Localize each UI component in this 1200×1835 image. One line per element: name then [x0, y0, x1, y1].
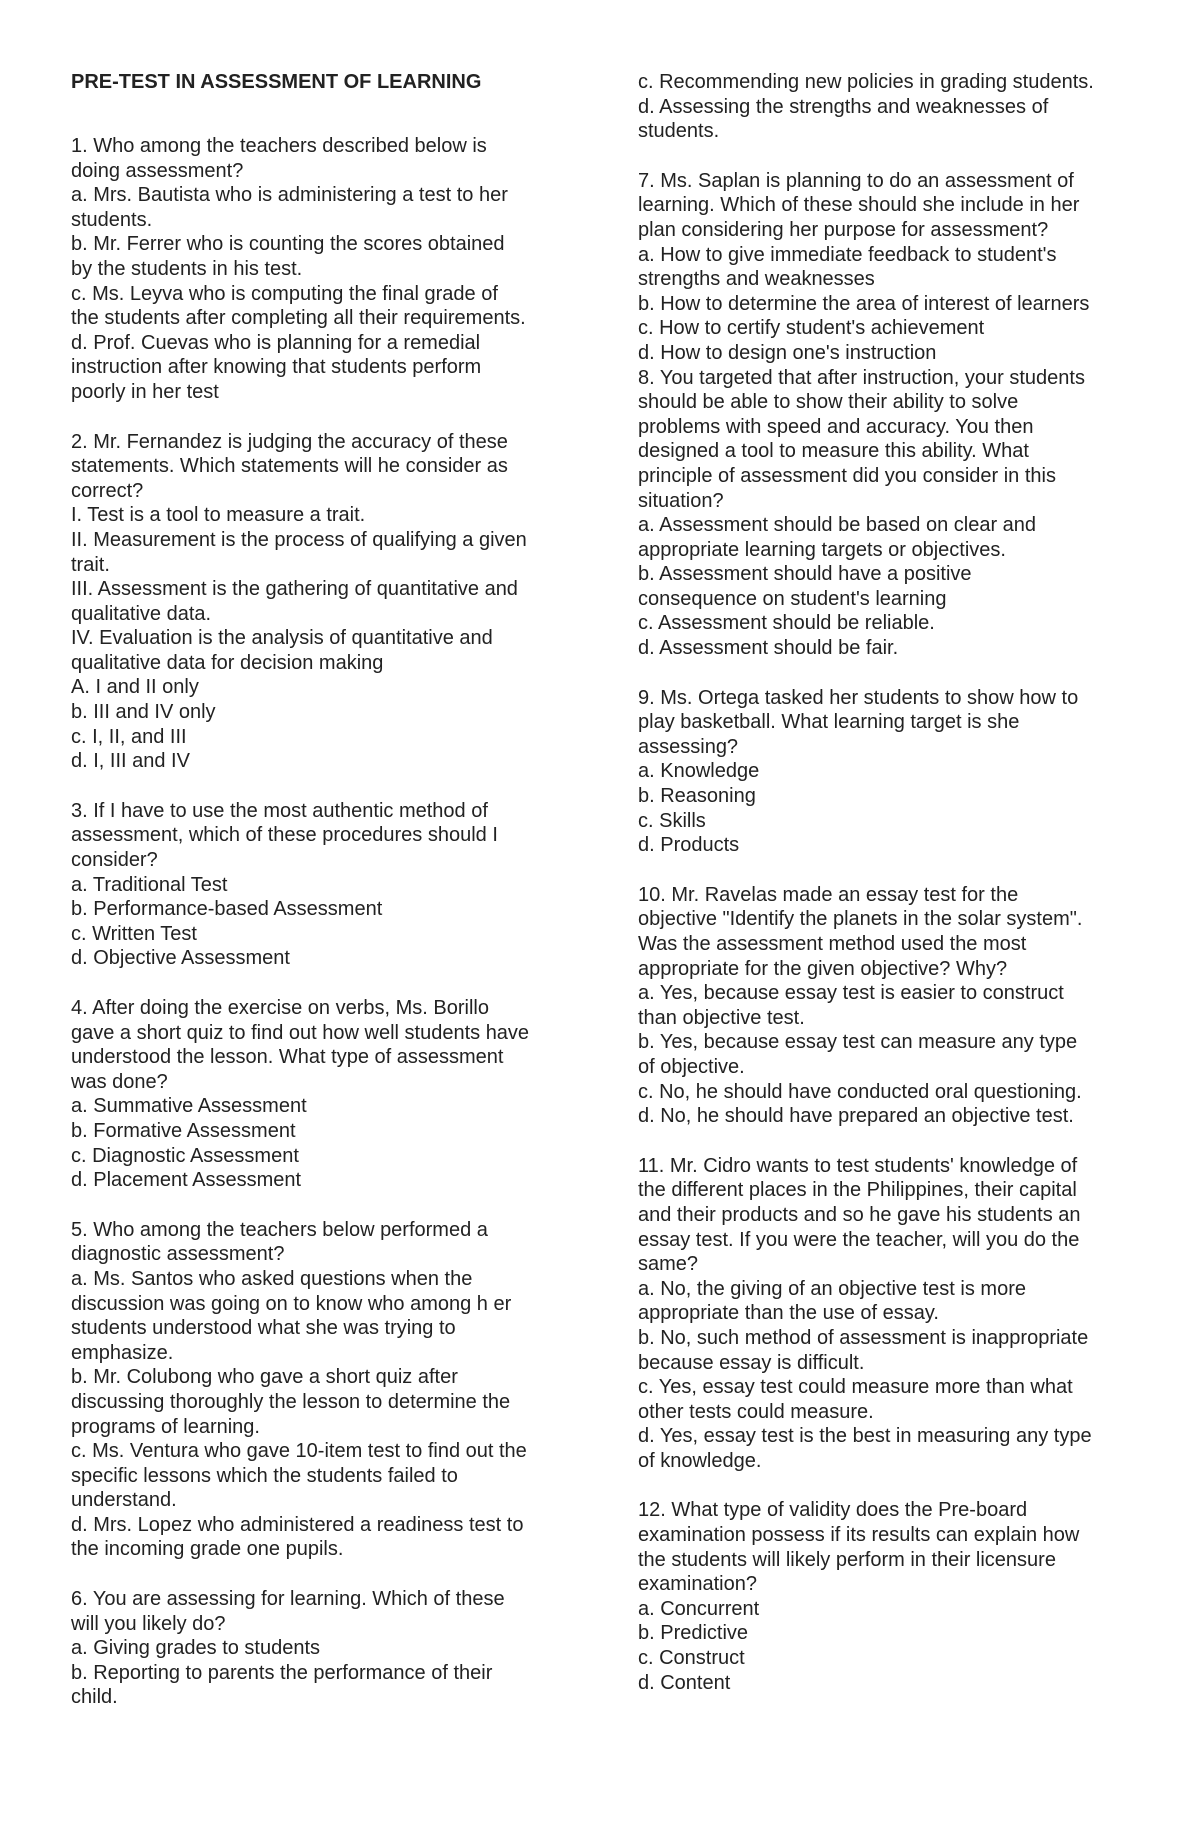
- answer-option: [638, 833, 1148, 858]
- answer-option-line: programs of learning.: [71, 1415, 260, 1438]
- question-item: [71, 1587, 581, 1710]
- question-stem: [71, 134, 581, 183]
- answer-option-line: b. III and IV only: [71, 701, 216, 724]
- answer-option: [638, 243, 1148, 292]
- answer-option: [638, 95, 1148, 144]
- answer-option: [71, 1144, 581, 1169]
- answer-option-line: appropriate learning targets or objectives.: [638, 538, 1006, 561]
- right-question-list: [638, 169, 1148, 1695]
- answer-option-line: d. Products: [638, 834, 740, 857]
- answer-option: [71, 1439, 581, 1513]
- answer-option: [638, 1621, 1148, 1646]
- answer-option-line: c. Ms. Leyva who is computing the final grade of: [71, 282, 498, 305]
- answer-option: [638, 1424, 1148, 1473]
- answer-option-line: the incoming grade one pupils.: [71, 1538, 344, 1561]
- answer-option-line: of objective.: [638, 1055, 745, 1078]
- answer-option-line: b. No, such method of assessment is inappropriate: [638, 1326, 1089, 1349]
- question-stem-line: diagnostic assessment?: [71, 1243, 285, 1266]
- question-stem-line: statements. Which statements will he consider as: [71, 455, 508, 478]
- question-stem-line: 3. If I have to use the most authentic method of: [71, 799, 488, 822]
- question-item: [71, 430, 581, 774]
- answer-option-line: understand.: [71, 1489, 177, 1512]
- answer-option-line: c. Yes, essay test could measure more than what: [638, 1376, 1073, 1399]
- answer-option-line: of knowledge.: [638, 1449, 762, 1472]
- question-stem-line: problems with speed and accuracy. You then: [638, 415, 1034, 438]
- answer-option-line: b. How to determine the area of interest of learners: [638, 292, 1090, 315]
- question-item: [638, 366, 1148, 661]
- answer-option-line: appropriate than the use of essay.: [638, 1302, 939, 1325]
- question-stem-line: III. Assessment is the gathering of quantitative and: [71, 578, 518, 601]
- answer-option-line: c. Diagnostic Assessment: [71, 1144, 299, 1167]
- question-stem-line: 8. You targeted that after instruction, your students: [638, 366, 1085, 389]
- question-stem-line: the students will likely perform in their licensure: [638, 1548, 1056, 1571]
- answer-option: [638, 1030, 1148, 1079]
- answer-option-line: b. Reporting to parents the performance of their: [71, 1661, 493, 1684]
- question-stem-line: I. Test is a tool to measure a trait.: [71, 504, 366, 527]
- question-stem: [638, 1154, 1148, 1277]
- answer-option: [638, 636, 1148, 661]
- answer-option-line: a. Ms. Santos who asked questions when the: [71, 1267, 473, 1290]
- answer-option-line: b. Formative Assessment: [71, 1119, 296, 1142]
- question-stem-line: 10. Mr. Ravelas made an essay test for the: [638, 883, 1019, 906]
- answer-option-line: a. Traditional Test: [71, 873, 228, 896]
- answer-option-line: d. Assessment should be fair.: [638, 637, 899, 660]
- answer-option: [638, 316, 1148, 341]
- answer-option-line: other tests could measure.: [638, 1400, 874, 1423]
- answer-option: [638, 759, 1148, 784]
- answer-option: [71, 725, 581, 750]
- answer-option: [638, 1080, 1148, 1105]
- question-stem-line: the different places in the Philippines, their capital: [638, 1179, 1077, 1202]
- question-item: [638, 883, 1148, 1129]
- answer-option-line: b. Mr. Colubong who gave a short quiz after: [71, 1366, 458, 1389]
- question-stem-line: examination?: [638, 1573, 757, 1596]
- question-stem: [638, 1498, 1148, 1596]
- question-stem-line: appropriate for the given objective? Why?: [638, 957, 1008, 980]
- answer-option: [638, 981, 1148, 1030]
- answer-option: [71, 1094, 581, 1119]
- question-item: [71, 996, 581, 1193]
- question-item: [638, 169, 1148, 366]
- question-stem-line: trait.: [71, 553, 110, 576]
- answer-option: [71, 183, 581, 232]
- answer-option: [71, 749, 581, 774]
- answer-option-line: poorly in her test: [71, 380, 219, 403]
- question-stem-line: 7. Ms. Saplan is planning to do an assessment of: [638, 169, 1074, 192]
- question-stem-line: principle of assessment did you consider in this: [638, 464, 1056, 487]
- answer-option: [71, 700, 581, 725]
- question-stem-line: situation?: [638, 489, 724, 512]
- answer-option: [638, 1646, 1148, 1671]
- answer-option: [638, 562, 1148, 611]
- question-stem-line: 6. You are assessing for learning. Which of these: [71, 1588, 505, 1611]
- left-question-list: [71, 134, 581, 1710]
- question-stem-line: play basketball. What learning target is she: [638, 711, 1020, 734]
- question-stem-line: examination possess if its results can explain how: [638, 1524, 1080, 1547]
- answer-option-line: c. How to certify student's achievement: [638, 317, 985, 340]
- question-stem-line: understood the lesson. What type of assessment: [71, 1046, 504, 1069]
- answer-option-line: b. Performance-based Assessment: [71, 898, 383, 921]
- answer-option-line: d. Content: [638, 1671, 731, 1694]
- question-stem-line: correct?: [71, 479, 144, 502]
- answer-option: [71, 922, 581, 947]
- question-stem: [71, 1218, 581, 1267]
- answer-option-line: discussion was going on to know who among h er: [71, 1292, 512, 1315]
- answer-option-line: the students after completing all their requirements.: [71, 307, 526, 330]
- answer-option-line: students.: [71, 208, 153, 231]
- answer-option: [638, 513, 1148, 562]
- answer-option-line: a. No, the giving of an objective test is more: [638, 1277, 1026, 1300]
- question-stem-line: Was the assessment method used the most: [638, 933, 1027, 955]
- question-stem: [638, 883, 1148, 981]
- question-stem-line: essay test. If you were the teacher, will you do the: [638, 1228, 1080, 1251]
- answer-option-line: d. Objective Assessment: [71, 947, 290, 970]
- answer-option: [638, 1326, 1148, 1375]
- answer-option-line: b. Assessment should have a positive: [638, 563, 972, 586]
- question-stem-line: qualitative data.: [71, 602, 212, 625]
- answer-option-line: b. Mr. Ferrer who is counting the scores obtained: [71, 233, 505, 256]
- question-stem-line: 11. Mr. Cidro wants to test students' knowledge of: [638, 1154, 1078, 1177]
- answer-option-line: c. Ms. Ventura who gave 10-item test to find out the: [71, 1440, 527, 1463]
- question-stem-line: qualitative data for decision making: [71, 651, 384, 674]
- answer-option: [638, 1671, 1148, 1696]
- answer-option-line: strengths and weaknesses: [638, 268, 875, 291]
- answer-option-line: d. Yes, essay test is the best in measuring any type: [638, 1425, 1092, 1448]
- question-item: [638, 1498, 1148, 1695]
- answer-option-line: d. I, III and IV: [71, 750, 190, 773]
- question-item: [638, 686, 1148, 858]
- question-stem-line: will you likely do?: [71, 1612, 226, 1635]
- question-stem-line: and their products and so he gave his students an: [638, 1203, 1081, 1226]
- answer-option-line: a. Yes, because essay test is easier to construct: [638, 982, 1064, 1005]
- question-stem-line: IV. Evaluation is the analysis of quantitative and: [71, 627, 493, 650]
- answer-option-line: discussing thoroughly the lesson to determine the: [71, 1390, 511, 1413]
- answer-option: [638, 1104, 1148, 1129]
- answer-option-line: students.: [638, 120, 720, 143]
- answer-option-line: d. How to design one's instruction: [638, 341, 937, 364]
- answer-option-line: consequence on student's learning: [638, 587, 947, 610]
- answer-option: [71, 675, 581, 700]
- answer-option-line: instruction after knowing that students perform: [71, 356, 482, 379]
- answer-option-line: d. Prof. Cuevas who is planning for a remedial: [71, 331, 481, 354]
- question-stem-line: assessing?: [638, 735, 739, 758]
- question-stem: [71, 1587, 581, 1636]
- question-stem-line: learning. Which of these should she include in her: [638, 194, 1080, 217]
- question-item: [638, 1154, 1148, 1474]
- answer-option: [638, 1375, 1148, 1424]
- question-stem-line: 5. Who among the teachers below performed a: [71, 1218, 488, 1241]
- question-stem-line: should be able to show their ability to solve: [638, 391, 1019, 414]
- answer-option-line: a. Summative Assessment: [71, 1095, 307, 1118]
- question-stem-line: consider?: [71, 849, 158, 872]
- answer-option-line: b. Predictive: [638, 1622, 749, 1645]
- answer-option-line: d. Mrs. Lopez who administered a readiness test to: [71, 1513, 524, 1536]
- answer-option: [71, 1168, 581, 1193]
- answer-option-line: c. I, II, and III: [71, 725, 187, 748]
- answer-option: [638, 784, 1148, 809]
- answer-option: [71, 1119, 581, 1144]
- answer-option-line: a. How to give immediate feedback to student's: [638, 243, 1057, 266]
- answer-option-line: a. Knowledge: [638, 760, 760, 783]
- question-stem: [638, 169, 1148, 243]
- answer-option-line: b. Yes, because essay test can measure any type: [638, 1031, 1078, 1054]
- question-stem-line: 4. After doing the exercise on verbs, Ms. Borillo: [71, 997, 489, 1019]
- answer-option-line: specific lessons which the students failed to: [71, 1464, 458, 1487]
- question-stem-line: 1. Who among the teachers described below is: [71, 135, 487, 157]
- answer-option: [71, 1365, 581, 1439]
- answer-option-line: b. Reasoning: [638, 785, 756, 808]
- question-6-continued: [638, 70, 1148, 144]
- answer-option: [638, 611, 1148, 636]
- answer-option: [71, 873, 581, 898]
- answer-option: [71, 897, 581, 922]
- answer-option: [638, 809, 1148, 834]
- question-item: [71, 799, 581, 971]
- answer-option: [71, 1661, 581, 1710]
- question-stem-line: assessment, which of these procedures should I: [71, 824, 498, 847]
- answer-option-line: because essay is difficult.: [638, 1351, 865, 1374]
- answer-option-line: students understood what she was trying to: [71, 1317, 456, 1340]
- question-stem-line: objective "Identify the planets in the solar system".: [638, 908, 1083, 931]
- answer-option: [638, 292, 1148, 317]
- question-item: [71, 134, 581, 405]
- question-stem-line: designed a tool to measure this ability. What: [638, 440, 1029, 463]
- question-stem-line: same?: [638, 1253, 699, 1276]
- answer-option-line: child.: [71, 1686, 118, 1709]
- answer-option: [71, 331, 581, 405]
- answer-option-line: c. No, he should have conducted oral questioning.: [638, 1080, 1082, 1103]
- answer-option-line: c. Assessment should be reliable.: [638, 612, 935, 635]
- answer-option-line: A. I and II only: [71, 676, 199, 699]
- answer-option-line: emphasize.: [71, 1341, 174, 1364]
- answer-option-line: d. Placement Assessment: [71, 1169, 302, 1192]
- answer-option: [638, 1597, 1148, 1622]
- answer-option: [71, 946, 581, 971]
- question-stem: [71, 430, 581, 676]
- question-stem-line: II. Measurement is the process of qualifying a given: [71, 528, 527, 551]
- question-stem: [71, 996, 581, 1094]
- question-stem-line: 12. What type of validity does the Pre-board: [638, 1499, 1028, 1522]
- question-stem-line: 9. Ms. Ortega tasked her students to show how to: [638, 686, 1079, 709]
- question-stem: [71, 799, 581, 873]
- answer-option: [71, 1636, 581, 1661]
- answer-option: [71, 1267, 581, 1365]
- answer-option: [638, 1277, 1148, 1326]
- question-stem-line: plan considering her purpose for assessment?: [638, 218, 1049, 241]
- answer-option-line: c. Written Test: [71, 922, 197, 945]
- answer-option-line: by the students in his test.: [71, 257, 303, 280]
- question-item: [71, 1218, 581, 1562]
- document-title: PRE-TEST IN ASSESSMENT OF LEARNING: [71, 71, 482, 93]
- answer-option-line: a. Giving grades to students: [71, 1637, 321, 1660]
- answer-option: [71, 232, 581, 281]
- answer-option: [71, 1513, 581, 1562]
- question-stem-line: 2. Mr. Fernandez is judging the accuracy of these: [71, 430, 508, 453]
- left-column: [71, 70, 581, 1710]
- question-stem-line: was done?: [71, 1070, 168, 1093]
- answer-option-line: a. Assessment should be based on clear and: [638, 514, 1037, 537]
- answer-option: [638, 70, 1148, 95]
- question-stem: [638, 686, 1148, 760]
- answer-option-line: than objective test.: [638, 1006, 805, 1029]
- answer-option: [71, 282, 581, 331]
- answer-option-line: a. Mrs. Bautista who is administering a test to her: [71, 184, 508, 207]
- answer-option-line: c. Skills: [638, 809, 706, 832]
- question-stem: [638, 366, 1148, 514]
- answer-option-line: c. Construct: [638, 1647, 745, 1670]
- right-column: [638, 70, 1148, 1695]
- answer-option-line: d. No, he should have prepared an objective test.: [638, 1105, 1074, 1128]
- answer-option: [638, 341, 1148, 366]
- question-stem-line: doing assessment?: [71, 159, 244, 182]
- answer-option-line: c. Recommending new policies in grading students.: [638, 71, 1094, 93]
- question-stem-line: gave a short quiz to find out how well students have: [71, 1021, 530, 1044]
- answer-option-line: d. Assessing the strengths and weaknesses of: [638, 95, 1049, 118]
- answer-option-line: a. Concurrent: [638, 1597, 760, 1620]
